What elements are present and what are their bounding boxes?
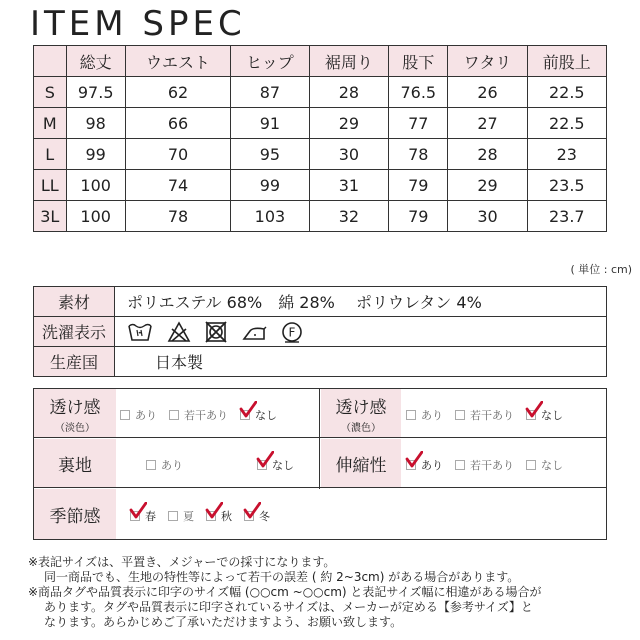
season-title: 季節感	[49, 506, 101, 527]
note-line: なります。あらかじめご了承いただけますよう、お願い致します。	[44, 615, 403, 629]
option-sheer_right[interactable]	[526, 407, 563, 423]
checkbox[interactable]	[455, 460, 465, 470]
option-label: あり	[421, 459, 443, 472]
size-table-corner	[34, 46, 67, 77]
option-label: 若干あり	[470, 459, 514, 472]
size-table-header-row	[34, 46, 607, 77]
stretch-title: 伸縮性	[335, 455, 387, 476]
size-header: ワタリ	[448, 46, 527, 77]
option-label: 春	[145, 510, 156, 523]
lining-label	[34, 439, 116, 487]
option-sheer_left[interactable]	[240, 407, 277, 423]
checkbox[interactable]	[244, 511, 254, 521]
unit-note: ( 単位 : cm)	[570, 263, 632, 276]
stretch-label	[321, 439, 401, 487]
size-header: ウエスト	[125, 46, 230, 77]
note-line: ※商品タグや品質表示に印字のサイズ幅 (○○cm ~○○cm) と表記サイズ幅に相違がある場合が	[28, 585, 542, 599]
size-cell: 79	[389, 170, 448, 201]
material-table	[33, 286, 607, 377]
option-label: 秋	[221, 510, 232, 523]
sheer-light-label	[34, 389, 116, 437]
size-cell: 99	[66, 139, 125, 170]
size-cell: 79	[389, 201, 448, 232]
option-label: 若干あり	[470, 409, 514, 422]
size-cell: 91	[231, 108, 310, 139]
option-label: 夏	[183, 510, 194, 523]
no-tumble-dry-icon	[205, 321, 227, 343]
sheer-light-options	[120, 407, 289, 423]
check-mark-icon	[525, 401, 543, 419]
check-mark-icon	[239, 401, 257, 419]
size-cell: 100	[66, 201, 125, 232]
size-cell: 103	[231, 201, 310, 232]
size-cell: 23.5	[527, 170, 606, 201]
material-label: 素材	[34, 287, 115, 317]
wash-label: 洗濯表示	[34, 317, 115, 347]
material-value: ポリエステル 68% 綿 28% ポリウレタン 4%	[115, 287, 607, 317]
size-cell: 74	[125, 170, 230, 201]
size-cell: 87	[231, 77, 310, 108]
size-cell: 29	[309, 108, 388, 139]
option-stretch[interactable]	[406, 457, 443, 473]
option-label: あり	[161, 459, 183, 472]
option-season[interactable]	[206, 508, 232, 524]
size-row	[34, 108, 607, 139]
no-bleach-icon	[167, 321, 191, 343]
size-cell: 31	[309, 170, 388, 201]
option-season[interactable]	[244, 508, 270, 524]
checkbox[interactable]	[257, 460, 267, 470]
size-cell: 77	[389, 108, 448, 139]
size-cell: 28	[448, 139, 527, 170]
size-row	[34, 201, 607, 232]
checkbox[interactable]	[526, 410, 536, 420]
option-label: 冬	[259, 510, 270, 523]
size-cell: 78	[389, 139, 448, 170]
option-label: あり	[135, 409, 157, 422]
sheer-dark-sub: （濃色）	[341, 422, 381, 434]
checkbox[interactable]	[455, 410, 465, 420]
size-cell: 66	[125, 108, 230, 139]
option-label: なし	[541, 459, 563, 472]
sheer-dark-options	[406, 407, 575, 423]
size-row	[34, 139, 607, 170]
size-cell: 23.7	[527, 201, 606, 232]
size-label: 3L	[34, 201, 67, 232]
material-row	[34, 287, 607, 317]
note-line: あります。タグや品質表示に印字されているサイズは、メーカーが定める【参考サイズ】と	[44, 600, 533, 614]
option-sheer_left[interactable]	[120, 407, 157, 423]
iron-icon	[241, 321, 267, 343]
check-mark-icon	[205, 502, 223, 520]
size-cell: 30	[309, 139, 388, 170]
size-cell: 97.5	[66, 77, 125, 108]
checkbox[interactable]	[206, 511, 216, 521]
option-stretch[interactable]	[526, 457, 563, 473]
checkbox[interactable]	[406, 410, 416, 420]
option-sheer_left[interactable]	[169, 407, 228, 423]
sheer-dark-title: 透け感	[335, 397, 387, 418]
size-cell: 98	[66, 108, 125, 139]
size-table	[33, 45, 607, 232]
page-title: ITEM SPEC	[30, 4, 246, 44]
size-cell: 27	[448, 108, 527, 139]
option-label: なし	[541, 409, 563, 422]
size-cell: 29	[448, 170, 527, 201]
size-label: S	[34, 77, 67, 108]
size-header: 前股上	[527, 46, 606, 77]
size-row	[34, 170, 607, 201]
check-mark-icon	[256, 451, 274, 469]
option-label: なし	[255, 409, 277, 422]
size-cell: 22.5	[527, 77, 606, 108]
note-line: 同一商品でも、生地の特性等によって若干の誤差 ( 約 2~3cm) がある場合があります。	[44, 570, 520, 584]
option-label: 若干あり	[184, 409, 228, 422]
sheer-light-sub: （淡色）	[55, 422, 95, 434]
sheer-dark-label	[321, 389, 401, 437]
size-label: M	[34, 108, 67, 139]
size-header: 裾周り	[309, 46, 388, 77]
feel-table	[33, 388, 607, 540]
wash-tub-icon	[127, 321, 153, 343]
size-cell: 95	[231, 139, 310, 170]
option-sheer_right[interactable]	[455, 407, 514, 423]
size-cell: 22.5	[527, 108, 606, 139]
stretch-options	[406, 457, 575, 473]
option-season[interactable]	[130, 508, 156, 524]
option-lining[interactable]	[146, 457, 183, 473]
wash-icons	[115, 317, 607, 347]
season-label	[34, 489, 116, 539]
size-label: LL	[34, 170, 67, 201]
size-cell: 78	[125, 201, 230, 232]
size-cell: 30	[448, 201, 527, 232]
origin-value: 日本製	[115, 347, 607, 377]
size-cell: 70	[125, 139, 230, 170]
option-sheer_right[interactable]	[406, 407, 443, 423]
checkbox[interactable]	[120, 410, 130, 420]
note-line: ※表記サイズは、平置き、メジャーでの採寸になります。	[28, 555, 336, 569]
origin-label: 生産国	[34, 347, 115, 377]
checkbox[interactable]	[168, 511, 178, 521]
option-stretch[interactable]	[455, 457, 514, 473]
check-mark-icon	[405, 451, 423, 469]
svg-text:F: F	[288, 325, 296, 339]
checkbox[interactable]	[406, 460, 416, 470]
lining-title: 裏地	[58, 455, 92, 476]
checkbox[interactable]	[240, 410, 250, 420]
size-header: 総丈	[66, 46, 125, 77]
size-cell: 26	[448, 77, 527, 108]
size-header: ヒップ	[231, 46, 310, 77]
check-mark-icon	[129, 502, 147, 520]
size-label: L	[34, 139, 67, 170]
size-cell: 23	[527, 139, 606, 170]
option-label: なし	[272, 459, 294, 472]
notes	[28, 555, 628, 630]
size-cell: 99	[231, 170, 310, 201]
checkbox[interactable]	[130, 511, 140, 521]
sheer-light-title: 透け感	[49, 397, 101, 418]
origin-row	[34, 347, 607, 377]
size-row	[34, 77, 607, 108]
check-mark-icon	[243, 502, 261, 520]
season-options	[130, 508, 282, 524]
option-label: あり	[421, 409, 443, 422]
size-header: 股下	[389, 46, 448, 77]
option-season[interactable]	[168, 508, 194, 524]
checkbox[interactable]	[526, 460, 536, 470]
wash-row	[34, 317, 607, 347]
dry-clean-f-icon	[281, 321, 303, 343]
size-cell: 76.5	[389, 77, 448, 108]
checkbox[interactable]	[169, 410, 179, 420]
size-cell: 100	[66, 170, 125, 201]
size-cell: 62	[125, 77, 230, 108]
checkbox[interactable]	[146, 460, 156, 470]
size-cell: 32	[309, 201, 388, 232]
size-cell: 28	[309, 77, 388, 108]
option-lining[interactable]	[257, 457, 294, 473]
